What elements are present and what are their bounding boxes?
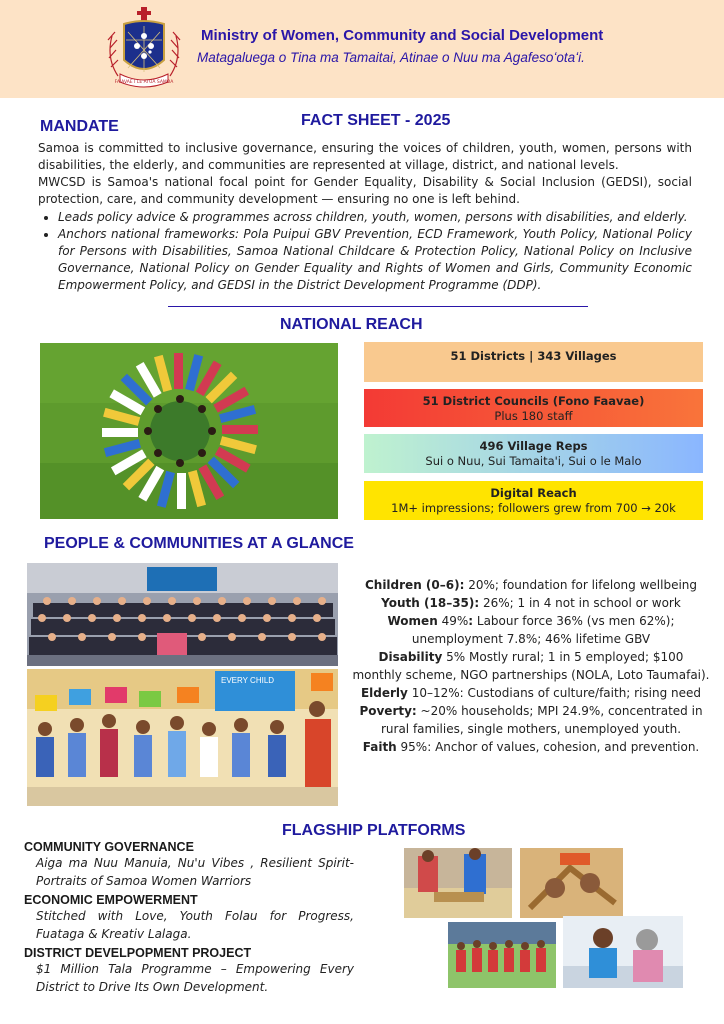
reach-card-districts [364,342,703,382]
reach-card-title: 51 Districts | 343 Villages [450,349,617,363]
section-divider [168,306,588,307]
faith-label: Faith [362,740,397,754]
children-uniform-photo [448,922,556,988]
elderly-care-photo [563,916,683,988]
reach-card-village-reps [364,434,703,473]
mandate-paragraph-2: MWCSD is Samoa's national focal point for Gender Equality, Disability & Social Inclusion (GEDSI), social protection, care, and community development — ensuring no one is left behind. [38,175,692,206]
list-item [24,946,354,996]
reach-card-title: 51 District Councils (Fono Faavae) [422,394,645,408]
elderly-fact [352,684,710,738]
children-fact [352,576,710,594]
flagship-desc: Aiga ma Nuu Manuia, Nu'u Vibes , Resilient Spirit-Portraits of Samoa Women Warriors [36,856,354,888]
youth-fact [352,594,710,612]
mandate-bullets [58,209,692,294]
fact-sheet-title: FACT SHEET - 2025 [301,112,451,129]
faith-fact [352,738,710,756]
people-heading: PEOPLE & COMMUNITIES AT A GLANCE [44,535,354,552]
flagship-title: COMMUNITY GOVERNANCE [24,840,194,854]
samoa-crest-logo [104,6,184,92]
reach-card-sub: Sui o Nuu, Sui Tamaita'i, Sui o le Malo [425,454,642,468]
reach-card-title: 496 Village Reps [479,439,588,453]
crest-motto: FA'AVAE I LE ATUA SAMOA [114,80,174,85]
list-item: • Anchors national frameworks: Pola Puipui GBV Prevention, ECD Framework, Youth Policy, National Policy for Persons with Disabilities, Samoa National Childcare & Protection Policy, National Policy on Inclusive Governance, National Policy on Gender Equality and Rights of Women and Girls, Community Economic Empowerment Policy, and GEDSI in the District Development Programme (DDP). [58,226,692,294]
children-label: Children (0–6): [364,578,465,592]
flagship-title: ECONOMIC EMPOWERMENT [24,893,198,907]
poverty-label: Poverty: [359,704,417,718]
ministry-title: Ministry of Women, Community and Social Development [201,27,604,44]
flagship-desc: $1 Million Tala Programme – Empowering Every District to Drive Its Own Development. [36,962,354,994]
reach-card-digital [364,481,703,520]
flagship-list [24,840,354,996]
mandate-paragraph-1: Samoa is committed to inclusive governance, ensuring the voices of children, youth, women, persons with disabilities, the elderly, and communities are represented at village, district, and national levels. [38,141,692,172]
flagship-heading: FLAGSHIP PLATFORMS [282,822,466,839]
faith-text: 95%: Anchor of values, cohesion, and prevention. [396,740,700,754]
youth-label: Youth (18–35): [381,596,480,610]
poverty-text: ~20% households; MPI 24.9%, concentrated in rural families, single mothers, unemployed youth. [380,704,703,736]
crafting-hands-photo [520,848,623,918]
reach-card-title: Digital Reach [490,486,577,500]
reach-card-sub: Plus 180 staff [494,409,573,423]
aerial-group-photo [40,343,338,519]
banner-text: EVERY CHILD [221,676,275,685]
disability-text: 5% Mostly rural; 1 in 5 employed; $100 monthly scheme, NGO partnerships (NOLA, Loto Taumafai). [352,650,710,682]
conference-group-photo [27,563,338,666]
disability-fact [352,648,710,684]
reach-card-sub: 1M+ impressions; followers grew from 700 → 20k [391,501,676,515]
flagship-desc: Stitched with Love, Youth Folau for Progress, Fuataga & Kreativ Lalaga. [36,909,354,941]
flagship-title: DISTRICT DEVELPOPMENT PROJECT [24,946,252,960]
people-facts [352,576,710,756]
children-text: 20%; foundation for lifelong wellbeing [464,578,698,592]
list-item [24,893,354,943]
national-reach-heading: NATIONAL REACH [280,316,423,333]
list-item [24,840,354,890]
header-banner [0,0,724,98]
mandate-heading: MANDATE [40,118,119,135]
children-photo [27,669,338,806]
women-colon: : [468,614,474,628]
elderly-text: 10–12%: Custodians of culture/faith; rising need [407,686,702,700]
reach-card-councils [364,389,703,427]
weaving-photo [404,848,512,918]
women-label: Women [387,614,438,628]
women-fact [352,612,710,648]
ministry-subtitle: Matagaluega o Tina ma Tamaitai, Atinae o Nuu ma Agafesoʻotaʻi. [197,50,585,65]
elderly-label: Elderly [360,686,408,700]
women-text: 49% [437,614,469,628]
disability-label: Disability [378,650,443,664]
women-rest: Labour force 36% (vs men 62%); unemployment 7.8%; 46% lifetime GBV [411,614,675,646]
mandate-body [38,140,692,294]
list-item: • Leads policy advice & programmes across children, youth, women, persons with disabilities, and elderly. [58,209,692,226]
youth-text: 26%; 1 in 4 not in school or work [479,596,681,610]
